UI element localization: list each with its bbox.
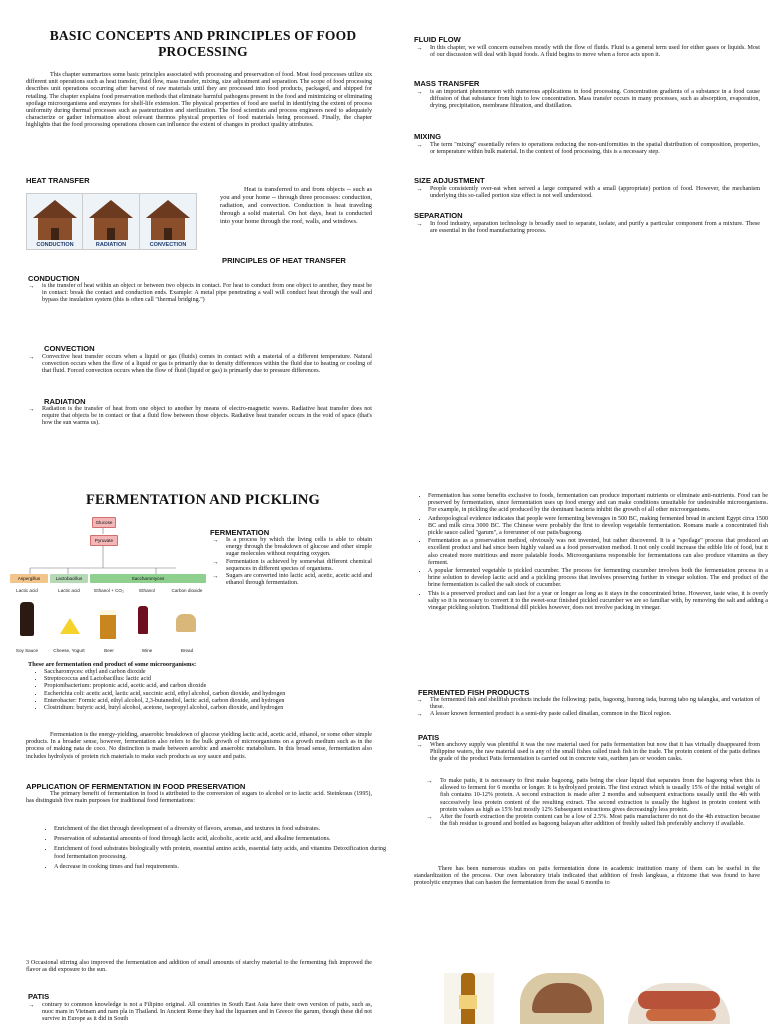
mass-transfer-list (414, 89, 760, 111)
size-adjustment-list (414, 186, 760, 200)
food-wine: Wine (141, 648, 153, 653)
benefit-item: • Fermentation has some benefits exclusive to foods, fermentation can produce important nutrients or eliminate anti-nutrients. Food can be preserved by fermentation, since fermentation uses up food energy and can make conditions unsuitable for undesirable microorganisms. For example, in pickling the acid produced by the dominant bacteria inhibit the growth of all other microorganisms. (428, 493, 768, 515)
glucose-box: Glucose (92, 517, 116, 528)
separation-heading: SEPARATION (414, 211, 463, 220)
heat-transfer-heading: HEAT TRANSFER (26, 176, 90, 185)
bread-icon (176, 614, 196, 632)
page2-title-block (26, 492, 380, 508)
separation-text: → In food industry, separation technology is broadly used to separate, isolate, and purify a particular component from a mixture. These are essential in the food manufacturing process. (414, 221, 760, 235)
saccharomyces-box: Saccharomyces (90, 574, 206, 583)
beer-icon (100, 610, 116, 639)
benefit-item: • A popular fermented vegetable is pickled cucumber. The process for fermenting cucumber involves both the fermentation process in a brine solution to develop lactic acid and a pickling process that involves preserving further in vinegar solution. The end product of the brine fermentation is called the salt stock of cucumber. (428, 568, 768, 590)
mass-transfer-heading: MASS TRANSFER (414, 79, 480, 88)
size-adjustment-heading: SIZE ADJUSTMENT (414, 176, 485, 185)
patis-sub-list (424, 778, 760, 828)
cheese-icon (60, 618, 80, 634)
convection-list (26, 354, 372, 376)
fermented-fish-photo (628, 983, 730, 1024)
organism-item: • Clostridium: butyric acid, butyl alcohol, acetone, isopropyl alcohol, carbon dioxide, and hydrogen (44, 705, 390, 712)
food-soy-sauce: Soy Sauce (15, 648, 39, 653)
convection-heading: CONVECTION (44, 344, 95, 353)
page3-text: 3 Occasional stirring also improved the fermentation and addition of small amounts of starchy material to the fermenting fish improved the flavor as did exposure to the sun. (26, 960, 372, 974)
benefit-item: • Fermentation as a preservation method, obviously was not invented, but rather discovered. It is a "spoilage" process that produced an excellent product and had since been highly valued as a food preservation method. It not only could increase the edible life of food, but it also created more nutritious and more palatable foods. Microorganisms responsible for fermentations can also produce vitamins as they ferment. (428, 538, 768, 567)
page1-intro: This chapter summarizes some basic principles associated with processing and preservation of food. Most food processes utilize six different unit operations such as heat transfer, fluid flow, mass transfer, mixing, size adjustment and separation. The scope of food processing describes unit operations occurring after harvest of raw materials until they are processed into food products, packaged, and shipped for retailing. The chapter explains food preservation methods that eliminate harmful pathogens present in the food and minimizing or eliminating spoilage microorganisms and enzymes for shelf-life extension. The physical properties of food are useful in identifying the extent of process uniformity during thermal processes such as pasteurization and sterilization. The food scientists and process engineers need to adequately characterize or gather information about relevant thermos physical properties of food materials being processed. Finally, the chapter highlights that the food processing operations chosen can influence the extent of changes in product quality attributes. (26, 72, 372, 129)
purpose-item: • Enrichment of the diet through development of a diversity of flavors, aromas, and textures in food substrates. (54, 826, 386, 833)
food-beer: Beer (104, 648, 114, 653)
radiation-image (82, 193, 140, 250)
conduction-heading: CONDUCTION (28, 274, 80, 283)
fluid-flow-list (414, 45, 760, 59)
fluid-flow-text: → In this chapter, we will concern ourselves mostly with the flow of fluids. Fluid is a general term used for either gases or liquids. Most of our discussion will deal with liquid foods. A fluid begins to move when a force acts upon it. (414, 45, 760, 59)
radiation-image-label: RADIATION (95, 242, 127, 248)
product-lactic-acid-2: Lactic acid (58, 588, 80, 593)
patis-bottle-photo (444, 973, 494, 1024)
page2-title: FERMENTATION AND PICKLING (85, 492, 321, 508)
page3-patis-heading: PATIS (28, 992, 50, 1001)
page1-title: BASIC CONCEPTS AND PRINCIPLES OF FOOD PROCESSING (49, 28, 357, 59)
soy-sauce-bottle-icon (20, 602, 34, 636)
mass-transfer-text: → is an important phenomenon with numerous applications in food processing. Concentration gradients of a substance in a food cause diffusion of that substance from high to low concentration. Mass transfer occurs in many processes, such as absorption, evaporation, drying, precipitation, membrane filtration, and distillation. (414, 89, 760, 111)
radiation-text: → Radiation is the transfer of heat from one object to another by means of electro-magnetic waves. Radiative heat transfer does not require that objects be in contact or that a fluid flow between those objects. Radiative heat transfer occurs in the void of space (that's how the sun warms us). (26, 406, 372, 428)
food-bread: Bread (180, 648, 194, 653)
separation-list (414, 221, 760, 235)
benefit-item: • Anthropological evidence indicates that people were fermenting beverages in 500 BC, making fermented bread in ancient Egypt circa 1500 BC and milk circa 3000 BC. The Chinese were probably the first to develop vegetable fermentation. Romans made a concentrated fish pickle sauce called "garum", a forerunner of our patis/bagoong. (428, 516, 768, 538)
organisms-heading: These are fermentation end product of some microorganisms: (28, 661, 197, 668)
convection-image (139, 193, 197, 250)
pyruvate-box: Pyruvate (90, 535, 118, 546)
size-adjustment-text: → People consistently over-eat when served a large compared with a small (appropriate) portion of food. However, the mechanism underlying this so-called portion size effect is not well understood. (414, 186, 760, 200)
patis-sub-item: → To make patis, it is necessary to first make bagoong, patis being the clear liquid that separates from the bagoong when this is allowed to ferment for 6 months or longer. It is hydrolyzed protein. The first extract which is usually 15% of the initial weight of fish contains 10-12% protein. A second extraction is made after 2 months and subsequent extractions usually until the 4th with successively less protein content of the resulting extract. The second extraction is usually the highest in protein content with protein values as high as 15% but mostly 12% Subsequent extractions gives decreasingly less protein. (424, 778, 760, 814)
fermentation-point-3: → Sugars are converted into lactic acid, acetic, acetic acid and ethanol through fermentation. (210, 573, 372, 587)
aspergillus-box: Aspergillus (10, 574, 48, 583)
food-cheese-yogurt: Cheese, Yogurt (53, 648, 85, 653)
fluid-flow-heading: FLUID FLOW (414, 35, 461, 44)
lactobacillus-box: Lactobacillus (50, 574, 88, 583)
fermentation-definition: Fermentation is the energy-yielding, anaerobic breakdown of glucose yielding lactic acid, acetic acid, ethanol, or some other simple products. In a broader sense, however, fermentation also refers to the bulk growth of microorganisms on a growth medium such as in the process of making nata de coco. No distinction is made between aerobic and anaerobic metabolism. In this broad sense, fermentation also includes hydrolysis of protein rich materials to make such products as soy sauce and patis. (26, 732, 372, 760)
wine-bottle-icon (138, 606, 148, 634)
convection-text: → Convective heat transfer occurs when a liquid or gas (fluids) comes in contact with a material of a different temperature. Natural convection occurs when the flow of a liquid or gas is primarily due to density differences within the fluid due to heating or cooling of that fluid. Forced convection occurs when the flow of fluid (liquid or gas) is primarily due to pressure differences. (26, 354, 372, 376)
fish-list (414, 697, 760, 719)
convection-image-label: CONVECTION (149, 242, 187, 248)
patis-heading: PATIS (418, 733, 440, 742)
product-lactic-acid-1: Lactic acid (16, 588, 38, 593)
mixing-list (414, 142, 760, 156)
product-carbon-dioxide: Carbon dioxide (171, 588, 203, 593)
conduction-image-label: CONDUCTION (36, 242, 74, 248)
page3-patis-list (26, 1002, 372, 1024)
benefits-list (414, 493, 768, 612)
product-ethanol: Ethanol (139, 588, 155, 593)
fish-heading: FERMENTED FISH PRODUCTS (418, 688, 530, 697)
principles-heading: PRINCIPLES OF HEAT TRANSFER (222, 256, 346, 265)
conduction-image (26, 193, 84, 250)
conduction-list (26, 283, 372, 305)
organism-item: • Streptococcus and Lactobacillus: lactic acid (44, 676, 390, 683)
purposes-list (40, 826, 386, 871)
fermentation-diagram (6, 514, 208, 660)
purpose-item: • Enrichment of food substrates biologically with protein, essential amino acids, essential fatty acids, and vitamins Detoxification during food fermentation processing. (54, 846, 386, 860)
patis-sub-item: → After the fourth extraction the protein content can be a low of 2.5%. Most patis manufacturer do not do the 4th extraction because the fish residue is ground and bottled as bagoong balayan after addition of freshly salted fish preferably anchovy if available. (424, 814, 760, 828)
organism-item: • Saccharomyces: ethyl and carbon dioxide (44, 669, 390, 676)
patis-main: → When anchovy supply was plentiful it was the raw material used for patis fermentation but now that it has virtually disappeared from Philippine waters, the raw material used is any of the small fishes called trash fish in the trade. The protein content of the patis defines the grade of the product Patis fermentation is carried out in concrete vats, earthen jars or wooden casks. (414, 742, 760, 764)
purpose-item: • A decrease in cooking times and fuel requirements. (54, 864, 386, 871)
mixing-text: → The term "mixing" essentially refers to operations reducing the non-uniformities in the spatial distribution of composition, properties, or temperature within bulk material. In the context of food processing, this is a necessary step. (414, 142, 760, 156)
mixing-heading: MIXING (414, 132, 442, 141)
page1-title-block (26, 28, 380, 60)
fish-point: → A lesser known fermented product is a semi-dry paste called dinailan, common in the Bicol region. (414, 711, 760, 718)
fermentation-point-1: → Is a process by which the living cells is able to obtain energy through the breakdown of glucose and other simple sugar molecules without requiring oxygen. (210, 537, 372, 559)
radiation-heading: RADIATION (44, 397, 86, 406)
fermentation-point-2: → Fermentation is achieved by somewhat different chemical sequences in different species of organisms. (210, 559, 372, 573)
application-text: The primary benefit of fermentation in food is attributed to the conversion of sugars to alcohol or to lactic acid. Steinkraus (1995), has distinguish five main purposes for traditional food fermentations: (26, 791, 372, 805)
fish-point: → The fermented fish and shellfish products include the following: patis, bagoong, burong isda, burong tabo ng talangka, and variation of these. (414, 697, 760, 711)
heat-transfer-text: Heat is transferred to and from objects -- such as you and your home -- through three processes: conduction, radiation, and convection. Conduction is heat traveling through a solid material. On hot days, heat is conducted into your home through the roof, walls, and windows. (220, 186, 372, 225)
organism-item: • Escherichia coli: acetic acid, lactic acid, succinic acid, ethyl alcohol, carbon dioxide, and hydrogen (44, 691, 390, 698)
patis-list (414, 742, 760, 764)
product-ethanol-co2: Ethanol + CO₂ (94, 588, 124, 593)
closing-paragraph: There has been numerous studies on patis fermentation done in academic institution many of them can be useful in the standardization of the process. Our own laboratory trials indicated that addition of fresh langkuas, a rhizome that was found to have proteolytic enzymes that can hasten the fermentation from the usual 6 months to (414, 866, 760, 887)
conduction-text: → is the transfer of heat within an object or between two objects in contact. For heat to conduct from one object to another, they must be in contact: break the contact and conduction ends. Example: A metal pipe penetrating a wall will conduct heat through the wall and bypass the insulation system (this is often call "thermal bridging.") (26, 283, 372, 305)
organism-item: • Propionibacterium: propionic acid, acetic acid, and carbon dioxide (44, 683, 390, 690)
benefit-item: • This is a preserved product and can last for a year or longer as long as it stays in the concentrated brine. However, taste wise, it is overly salty so it is necessary to convert it to the sweet-sour finished pickled cucumber we are so familiar with, by removing the salt and adding a vinegar pickling solution. Traditional dill pickles however, does not involve packing in vinegar. (428, 591, 768, 613)
organisms-list (26, 669, 390, 712)
fermentation-heading: FERMENTATION (210, 528, 270, 537)
page3-patis-text: → contrary to common knowledge is not a Filipino original. All countries in South East Asia have their own version of patis, such as, nuoc mam in Vietnam and nam pla in Thailand. In Ancient Rome they had the liquamen and in Greece the garum, though these did not survive in Europe as it did in South (26, 1002, 372, 1024)
purpose-item: • Preservation of substantial amounts of food through lactic acid, alcoholic, acetic acid, and alkaline fermentations. (54, 836, 386, 843)
application-heading: APPLICATION OF FERMENTATION IN FOOD PRESERVATION (26, 782, 246, 791)
fermentation-list (210, 537, 372, 587)
bagoong-bowl-photo (520, 973, 604, 1024)
radiation-list (26, 406, 372, 428)
organism-item: • Enterobacter: Formic acid, ethyl alcohol, 2,3-butanediol, lactic acid, carbon dioxide, and hydrogen (44, 698, 390, 705)
